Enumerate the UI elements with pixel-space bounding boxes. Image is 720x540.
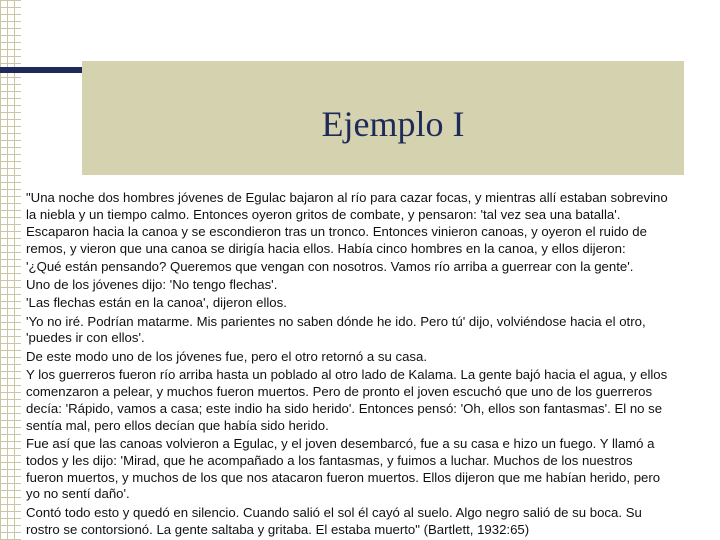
slide-title: Ejemplo I xyxy=(321,104,465,144)
story-paragraph: De este modo uno de los jóvenes fue, pero el otro retornó a su casa. xyxy=(26,348,427,364)
decorative-grid-strip xyxy=(0,0,21,540)
story-paragraph: Fue así que las canoas volvieron a Egulac, y el joven desembarcó, fue a su casa e hizo un fuego. Y llamó a todos y les dijo: 'Mirad, que he acompañado a los fantasmas, y fuimos a luchar. Muchos de los nuestros fueron muertos, y muchos de los que nos atacaron fueron muertos. Ellos dijeron que me habían herido, pero yo no sentí daño'. xyxy=(26,435,661,502)
story-paragraph: Y los guerreros fueron río arriba hasta un poblado al otro lado de Kalama. La gente bajó hacia el agua, y ellos comenzaron a pelear, y muchos fueron muertos. Pero de pronto el joven escuchó que uno de los guerreros decía: 'Rápido, vamos a casa; este indio ha sido herido'. Entonces pensó: 'Oh, ellos son fantasmas'. El no se sentía mal, pero ellos decían que había sido herido. xyxy=(26,366,668,433)
story-paragraph: Contó todo esto y quedó en silencio. Cuando salió el sol él cayó al suelo. Algo negro salió de su boca. Su rostro se contorsionó. La gente saltaba y gritaba. El estaba muerto" (Bartlett, 1932:65) xyxy=(26,504,642,537)
title-box xyxy=(82,61,684,175)
story-paragraph: "Una noche dos hombres jóvenes de Egulac bajaron al río para cazar focas, y mientras allí estaban sobrevino la niebla y un tiempo calmo. Entonces oyeron gritos de combate, y pensaron: 'tal vez sea una batalla'. Escaparon hacia la canoa y se escondieron tras un tronco. Entonces vinieron canoas, y oyeron el ruido de remos, y vieron que una canoa se dirigía hacia ellos. Había cinco hombres en la canoa, y ellos dijeron: xyxy=(26,190,668,256)
story-paragraph: Uno de los jóvenes dijo: 'No tengo flechas'. xyxy=(26,277,278,293)
story-text xyxy=(26,190,668,540)
story-paragraph: 'Yo no iré. Podrían matarme. Mis parientes no saben dónde he ido. Pero tú' dijo, volviéndose hacia el otro, 'puedes ir con ellos'. xyxy=(26,313,646,346)
story-paragraph: 'Las flechas están en la canoa', dijeron ellos. xyxy=(26,295,287,311)
story-paragraph: '¿Qué están pensando? Queremos que vengan con nosotros. Vamos río arriba a guerrear con la gente'. xyxy=(26,258,634,274)
